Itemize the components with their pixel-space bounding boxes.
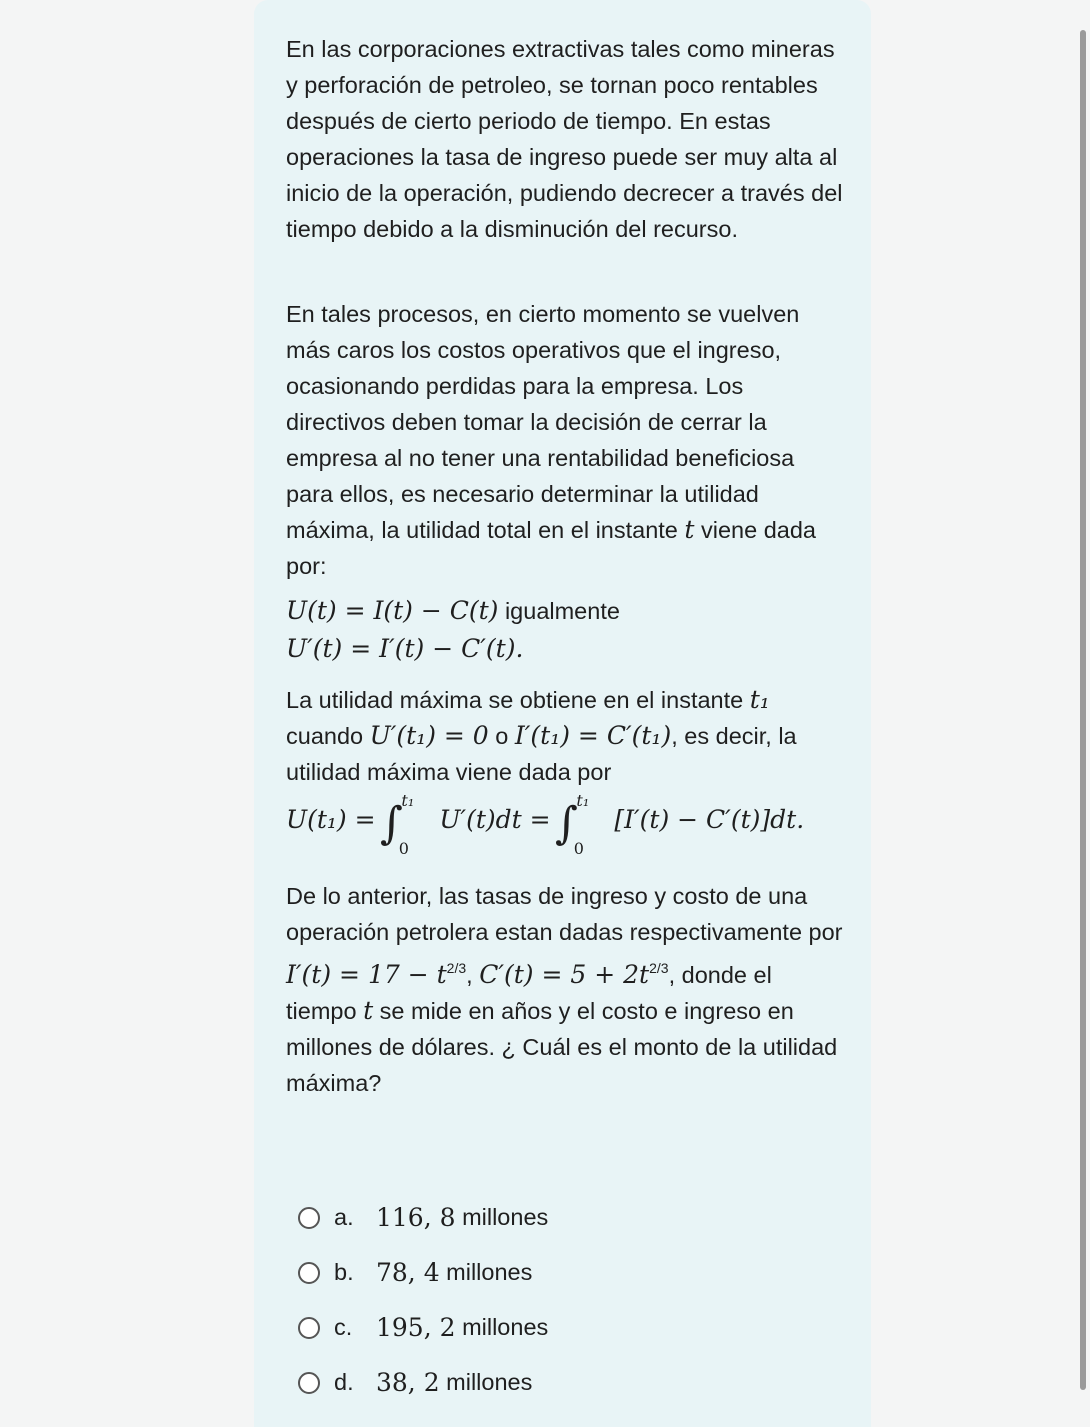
option-letter: a. (334, 1204, 354, 1230)
option-unit: millones (462, 1204, 549, 1230)
p4-text-3: se mide en años y el costo e ingreso en millones de dólares. ¿ Cuál es el monto de la utilidad máxima? (286, 998, 838, 1096)
integral-body-2: [I′(t) − C′(t)]dt. (614, 805, 805, 834)
p3-text-3: , es decir, la utilidad máxima viene dada por (286, 723, 797, 785)
p3-text-1: La utilidad máxima se obtiene en el instante (286, 687, 744, 713)
option-unit: millones (446, 1369, 533, 1395)
cost-rate: C′(t) = 5 + 2t (479, 960, 650, 989)
var-t: t (684, 515, 695, 544)
radio-icon[interactable] (298, 1372, 320, 1394)
option-letter: b. (334, 1259, 354, 1285)
p3-eq-2: I′(t₁) = C′(t₁) (514, 721, 672, 750)
integral-upper-2: t₁ (576, 791, 590, 810)
option-value: 78, 4 (376, 1258, 440, 1287)
p4-comma: , (466, 962, 473, 988)
question-paragraph-1: En las corporaciones extractivas tales como mineras y perforación de petroleo, se tornan poco rentables después de cierto periodo de tiempo. En estas operaciones la tasa de ingreso puede ser muy alta al inicio de la operación, pudiendo decrecer a través del tiempo debido a la disminución del recurso. (286, 36, 843, 242)
option-unit: millones (462, 1314, 549, 1340)
integral-lhs: U(t₁) = (286, 805, 376, 834)
p3-text-2: cuando (286, 723, 364, 749)
option-letter: c. (334, 1314, 353, 1340)
option-letter: d. (334, 1369, 354, 1395)
integral-lower-1: 0 (398, 839, 409, 858)
equation-derivative-formula: U′(t) = I′(t) − C′(t). (286, 634, 524, 663)
integral-body-1: U′(t)dt = (439, 805, 551, 834)
integral-sign-2: ∫ (555, 798, 578, 849)
var-t-2: t (363, 996, 374, 1025)
answer-options (298, 1190, 548, 1410)
option-c[interactable] (298, 1300, 548, 1355)
equation-utility-formula: U(t) = I(t) − C(t) (286, 596, 499, 625)
option-d[interactable] (298, 1355, 548, 1410)
p4-text-2: , donde el tiempo (286, 962, 772, 1024)
equation-utility-suffix: igualmente (504, 598, 620, 624)
paragraph-2-tail: viene dada por: (286, 517, 816, 579)
option-a[interactable] (298, 1190, 548, 1245)
cost-exponent: 2/3 (649, 960, 669, 976)
question-paragraph-2 (286, 296, 846, 584)
option-b[interactable] (298, 1245, 548, 1300)
paragraph-2-text: En tales procesos, en cierto momento se vuelven más caros los costos operativos que el ingreso, ocasionando perdidas para la empresa. Los directivos deben tomar la decisión de cerrar la empresa al no tener una rentabilidad beneficiosa para ellos, es necesario determinar la utilidad máxima, la utilidad total en el instante (286, 301, 800, 543)
p3-eq-1: U′(t₁) = 0 (369, 721, 489, 750)
income-exponent: 2/3 (446, 960, 467, 976)
option-value: 195, 2 (376, 1313, 456, 1342)
integral-equation (286, 788, 886, 868)
equation-utility (286, 596, 620, 625)
p4-text-1: De lo anterior, las tasas de ingreso y costo de una operación petrolera estan dadas respectivamente por (286, 883, 843, 945)
question-paragraph-4 (286, 878, 846, 1101)
integral-sign-1: ∫ (380, 798, 403, 849)
radio-icon[interactable] (298, 1317, 320, 1339)
p3-or: o (495, 723, 509, 749)
scrollbar[interactable] (1080, 30, 1086, 1390)
option-value: 116, 8 (376, 1203, 456, 1232)
option-value: 38, 2 (376, 1368, 440, 1397)
question-paragraph-3 (286, 682, 846, 790)
income-rate: I′(t) = 17 − t (286, 960, 447, 989)
radio-icon[interactable] (298, 1262, 320, 1284)
option-unit: millones (446, 1259, 533, 1285)
radio-icon[interactable] (298, 1207, 320, 1229)
integral-lower-2: 0 (573, 839, 584, 858)
integral-upper-1: t₁ (401, 791, 415, 810)
equation-utility-derivative (286, 634, 523, 663)
var-t1: t₁ (749, 685, 770, 714)
